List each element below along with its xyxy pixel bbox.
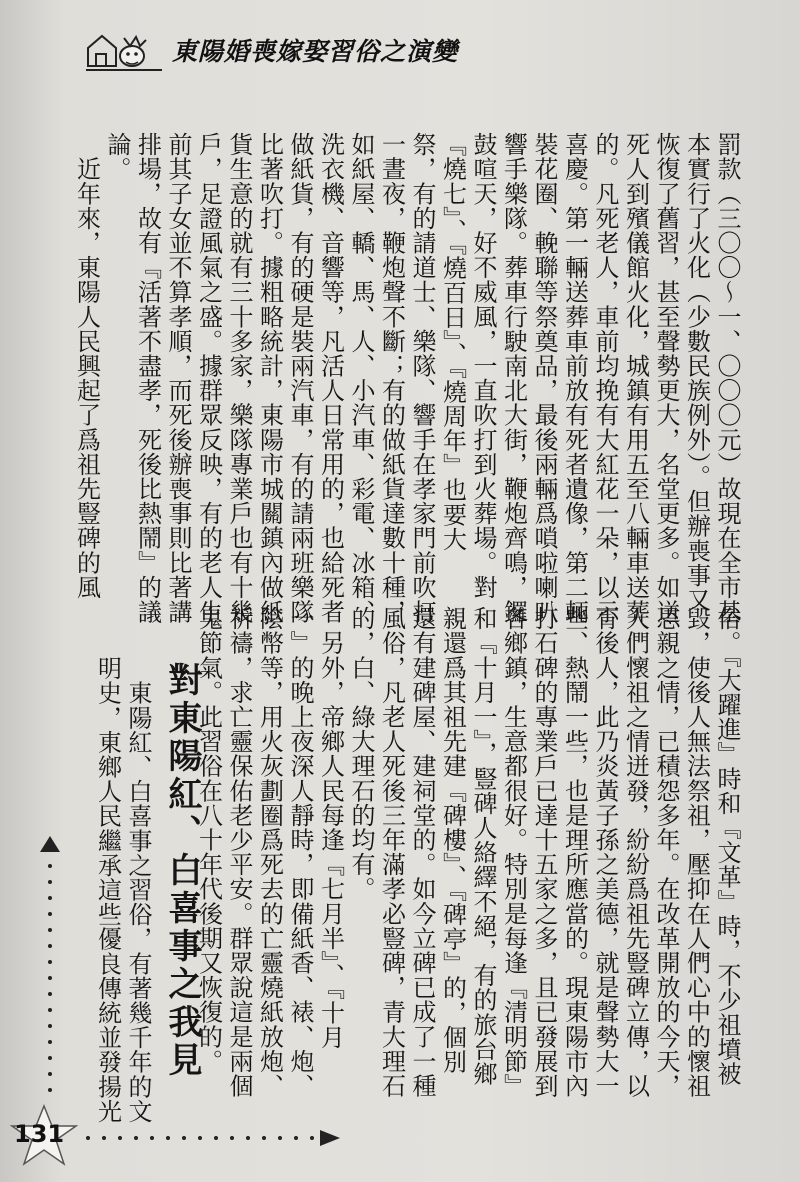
section-heading: 對東陽紅、白喜事之我見 <box>162 662 202 1080</box>
dotted-arrow-right-icon <box>64 1118 344 1158</box>
body-text-bottom: 俗。『大躍進』時和『文革』時，不少祖墳被 毀，使後人無法祭祖，壓抑在人們心中的懷祖 思親之情，已積怨多年。在改革開放的今天， 人們懷祖之情迸發，紛紛爲祖先豎碑立傳，以 育後人，此乃炎黃子孫之美德，就是聲勢大一 些、熱鬧一些，也是理所應當的。現東陽市內 打石碑的專業戶已達十五家之多，且已發展到 各鄉鎮，生意都很好。特別是每逢『清明節』 和『十月一』，豎碑人絡繹不絕，有的旅台鄉 親還爲其祖先建『碑樓』、『碑亭』的，個別 還有建碑屋、建祠堂的。如今立碑已成了一種 風俗，凡老人死後三年滿孝必豎碑，青大理石 的，白、綠大理石的均有。 另外，帝鄉人民每逢『七月半』、『十月 一』的晚上夜深人靜時，即備紙香、裱、炮、 陰幣等，用火灰劃圈爲死去的亡靈燒紙放炮、 祈禱，求亡靈保佑老少平安。群眾說這是兩個 鬼節氣。此習俗在八十年代後期又恢復的。 <box>194 606 741 1098</box>
chapter-title: 東陽婚喪嫁娶習俗之演變 <box>172 37 459 66</box>
cartoon-house-icon <box>84 28 164 74</box>
body-text-section: 東陽紅、白喜事之習俗，有著幾千年的文 明史，東鄉人民繼承這些優良傳統並發揚光 <box>93 656 152 1124</box>
body-text-top: 罰款（三〇〇〜一、〇〇〇元）故現在全市基 本實行了火化（少數民族例外）。但辦喪事又 恢復了舊習，甚至聲勢更大，名堂更多。如送 死人到殯儀館火化，城鎮有用五至八輛車送葬 的。凡死老人，車前均挽有大紅花一朵，以示 喜慶。第一輛送葬車前放有死者遺像，第二輛 裝花圈、輓聯等祭奠品，最後兩輛爲嗩啦喇叭 響手樂隊。葬車行駛南北大街，鞭炮齊鳴，鑼 鼓喧天，好不威風，一直吹打到火葬場。對 『燒七』、『燒百日』、『燒周年』也要大 祭，有的請道士、樂隊、響手在孝家門前吹打 一晝夜，鞭炮聲不斷；有的做紙貨達數十種， 如紙屋、轎、馬、人、小汽車、彩電、冰箱、 洗衣機、音響等，凡活人日常用的，也給死者 做紙貨，有的硬是裝兩汽車，有的請兩班樂隊 比著吹打。據粗略統計，東陽市城關鎮內做紙 貨生意的就有三十多家，樂隊專業戶也有十幾 戶，足證風氣之盛。據群眾反映，有的老人生 前其子女並不算孝順，而死後辦喪事則比著講 排場，故有『活著不盡孝，死後比熱鬧』的議 論。 近年來，東陽人民興起了爲祖先豎碑的風 <box>72 132 741 624</box>
running-header <box>84 26 459 76</box>
page-number: 131 <box>14 1120 65 1148</box>
dotted-arrow-up-icon <box>30 830 70 1140</box>
